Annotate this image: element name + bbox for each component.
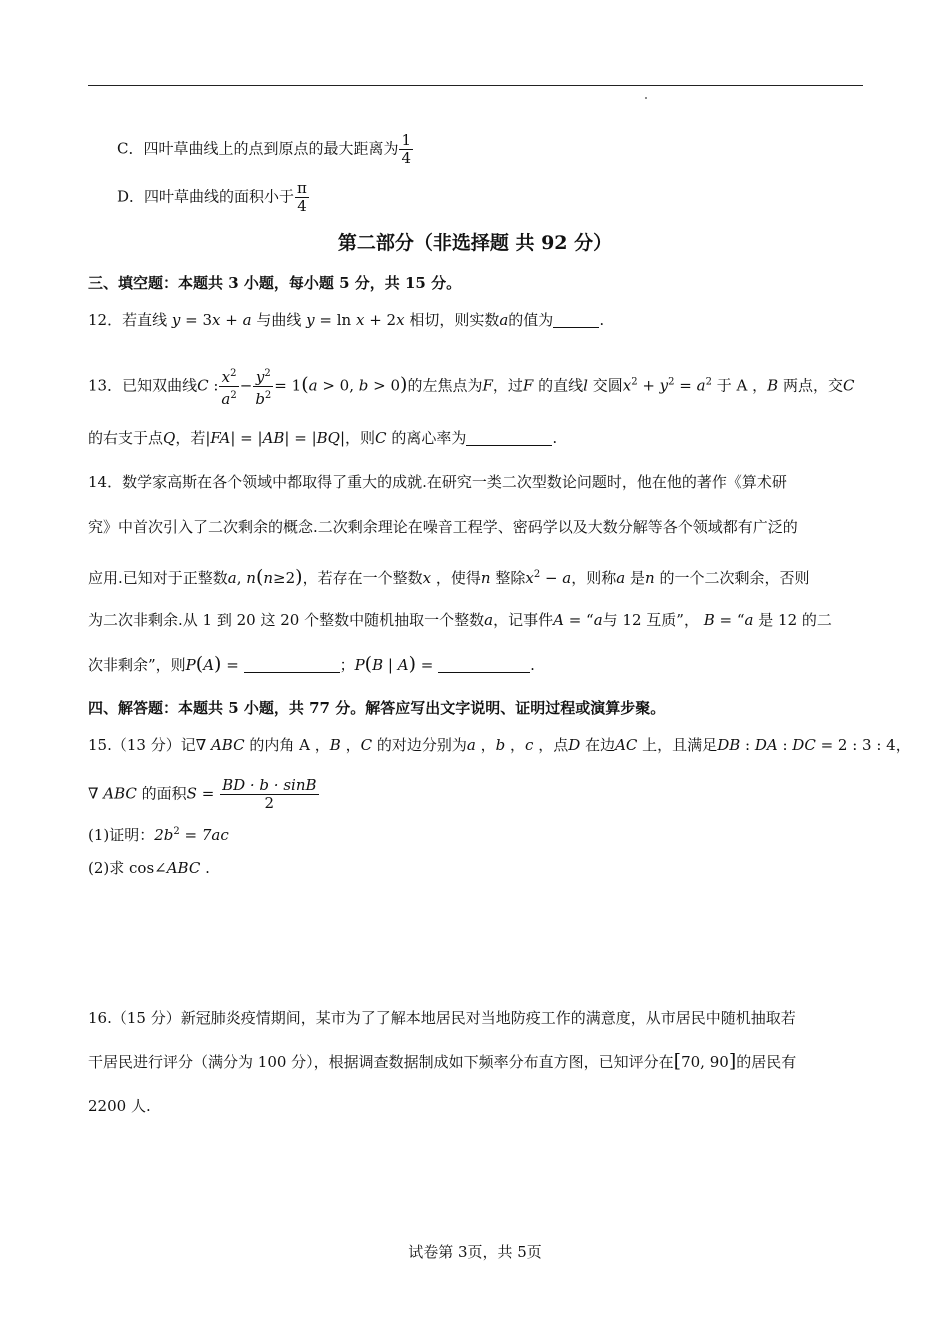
fill-in-header: 三、填空题：本题共 3 小题，每小题 5 分，共 15 分。 <box>88 274 462 292</box>
question-13-line-1: 13．已知双曲线C : $\frac{x^2}{a^2}$ − $\frac{y^2}{b^2}$ = 1(a > 0, b > 0)的左焦点为F，过F 的直线l 交圆$x^2 + y^2 = a^2$ 于 A ，B 两点，交C <box>88 365 854 408</box>
question-15-line-1: 15.（13 分）记∇ ABC 的内角 A ，B ，C 的对边分别为a ，b ，c ，点D 在边AC 上，且满足DB : DA : DC = 2 : 3 : 4， <box>88 736 911 754</box>
question-16-line-3: 2200 人. <box>88 1097 151 1115</box>
question-16-line-2: 干居民进行评分（满分为 100 分），根据调查数据制成如下频率分布直方图，已知评分在[70, 90]的居民有 <box>88 1050 797 1072</box>
question-14-line-1: 14．数学家高斯在各个领域中都取得了重大的成就.在研究一类二次型数论问题时，他在他的著作《算术研 <box>88 473 787 491</box>
answer-blank-12[interactable] <box>553 311 599 328</box>
question-13-line-2: 的右支于点Q，若|FA| = |AB| = |BQ|，则C 的离心率为 . <box>88 429 558 447</box>
question-12: 12．若直线 y = 3x + a 与曲线 y = ln x + 2x 相切，则实数a的值为 . <box>88 311 605 329</box>
section-title: 第二部分（非选择题 共 92 分） <box>337 232 613 254</box>
page-footer: 试卷第 3页，共 5页 <box>408 1243 542 1261</box>
option-c: C．四叶草曲线上的点到原点的最大距离为 $\frac{1}{4}$ <box>117 131 412 167</box>
question-15-line-2: ∇ ABC 的面积S = $\frac{BD \cdot b \cdot \sin B}{2}$ <box>88 776 317 812</box>
area-fraction: $\frac{BD \cdot b \cdot \sin B}{2}$ <box>222 776 317 812</box>
question-14-line-5: 次非剩余”，则P(A) = ；P(B | A) = . <box>88 653 535 675</box>
question-15-part-2: (2)求 cos∠ABC . <box>88 859 210 877</box>
question-14-line-4: 为二次非剩余.从 1 到 20 这 20 个整数中随机抽取一个整数a，记事件A = “a与 12 互质”， B = “a 是 12 的二 <box>88 611 832 629</box>
question-16-line-1: 16.（15 分）新冠肺炎疫情期间，某市为了了解本地居民对当地防疫工作的满意度，从市居民中随机抽取若 <box>88 1009 796 1027</box>
option-d: D．四叶草曲线的面积小于 $\frac{\pi}{4}$ <box>117 179 307 215</box>
question-14-line-2: 究》中首次引入了二次剩余的概念.二次剩余理论在噪音工程学、密码学以及大数分解等各个领域都有广泛的 <box>88 518 798 536</box>
question-14-line-3: 应用.已知对于正整数a, n(n≥2)，若存在一个整数x ，使得n 整除$x^2 - a$，则称a 是n 的一个二次剩余，否则 <box>88 566 810 588</box>
answer-blank-14a[interactable] <box>244 656 340 673</box>
header-rule <box>88 85 863 86</box>
option-d-fraction: $\frac{\pi}{4}$ <box>297 179 307 215</box>
solve-header: 四、解答题：本题共 5 小题，共 77 分。解答应写出文字说明、证明过程或演算步聚。 <box>88 699 666 717</box>
question-15-part-1: (1)证明：$2b^2 = 7ac$ <box>88 826 229 844</box>
answer-blank-13[interactable] <box>466 429 552 446</box>
header-dot <box>645 97 647 99</box>
answer-blank-14b[interactable] <box>438 656 530 673</box>
option-c-fraction: $\frac{1}{4}$ <box>401 131 412 167</box>
